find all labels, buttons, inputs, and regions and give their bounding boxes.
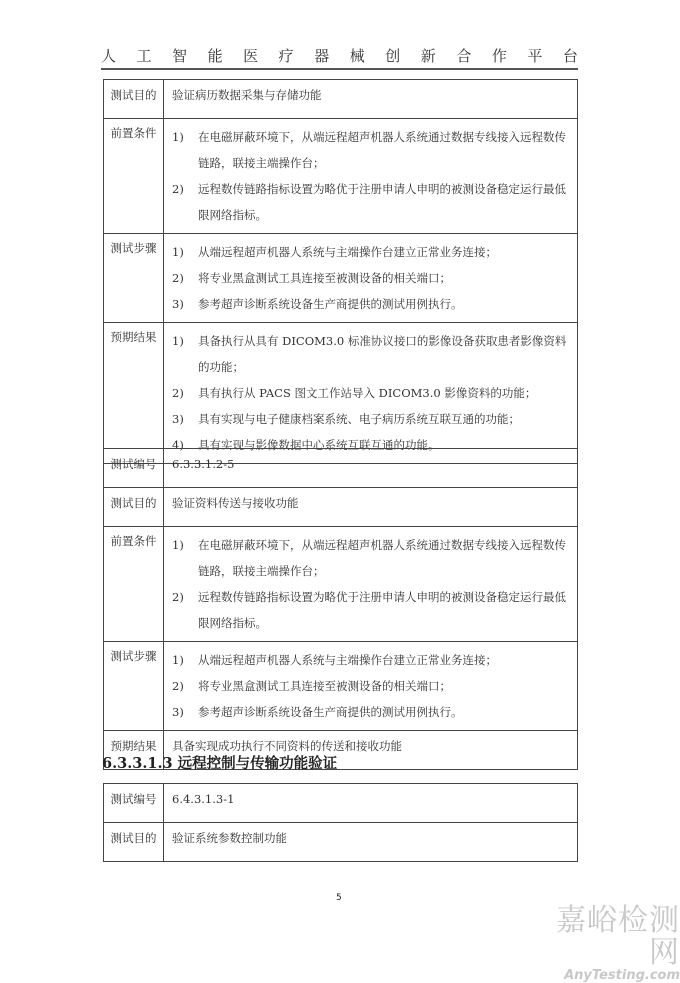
row-label: 前置条件 [104,527,164,642]
item-number: 4) [172,438,184,452]
watermark-en: AnyTesting.com [564,968,680,983]
header-char: 平 [527,47,543,65]
list-item [172,699,569,725]
row-value: 6.4.3.1.3-1 [164,784,578,823]
table-row-expected [104,323,578,464]
item-text: 从端远程超声机器人系统与主端操作台建立正常业务连接； [198,653,497,667]
item-text: 参考超声诊断系统设备生产商提供的测试用例执行。 [198,297,463,311]
item-text: 具有实现与影像数据中心系统互联互通的功能。 [198,438,440,452]
item-text: 在电磁屏蔽环境下，从端远程超声机器人系统通过数据专线接入远程数传链路，联接主端操作台； [198,130,566,170]
row-value: 6.3.3.1.2-5 [164,449,578,488]
header-char: 器 [314,47,330,65]
item-number: 2) [172,590,184,604]
table-row-id [104,449,578,488]
row-label: 测试步骤 [104,642,164,731]
table-row-purpose [104,823,578,862]
header-char: 械 [349,47,365,65]
header-char: 作 [491,47,507,65]
test-table-2 [103,448,578,770]
item-number: 1) [172,130,184,144]
item-text: 具有执行从 PACS 图文工作站导入 DICOM3.0 影像资料的功能； [198,386,537,400]
item-text: 将专业黑盒测试工具连接至被测设备的相关端口； [198,271,451,285]
item-number: 2) [172,679,184,693]
section-heading: 6.3.3.1.3 远程控制与传输功能验证 [102,755,338,772]
row-label: 测试步骤 [104,234,164,323]
list-item [172,647,569,673]
table-row-purpose [104,488,578,527]
item-text: 在电磁屏蔽环境下，从端远程超声机器人系统通过数据专线接入远程数传链路，联接主端操作台； [198,538,566,578]
list-item [172,532,569,584]
header-char: 能 [207,47,223,65]
list-item [172,239,569,265]
item-text: 从端远程超声机器人系统与主端操作台建立正常业务连接； [198,245,497,259]
item-number: 2) [172,386,184,400]
header-char: 医 [243,47,259,65]
table-row-steps [104,234,578,323]
header-char: 新 [420,47,436,65]
item-text: 将专业黑盒测试工具连接至被测设备的相关端口； [198,679,451,693]
header-char: 疗 [278,47,294,65]
table-row-preconditions [104,527,578,642]
row-label: 测试目的 [104,80,164,119]
row-value [164,642,578,731]
item-number: 3) [172,412,184,426]
table-row-preconditions [104,119,578,234]
list-item [172,406,569,432]
row-label: 预期结果 [104,731,164,770]
row-label: 前置条件 [104,119,164,234]
row-label: 测试目的 [104,488,164,527]
list-item [172,291,569,317]
header-char: 人 [101,47,117,65]
item-number: 1) [172,653,184,667]
list-item [172,584,569,636]
row-label: 测试目的 [104,823,164,862]
row-label: 预期结果 [104,323,164,464]
list-item [172,124,569,176]
header-char: 合 [456,47,472,65]
item-number: 2) [172,182,184,196]
header-char: 创 [385,47,401,65]
watermark-cn: 嘉峪检测网 [556,903,680,970]
header-char: 台 [562,47,578,65]
item-number: 3) [172,297,184,311]
row-value [164,119,578,234]
item-text: 具备执行从具有 DICOM3.0 标准协议接口的影像设备获取患者影像资料的功能； [198,334,567,374]
item-number: 2) [172,271,184,285]
row-label: 测试编号 [104,449,164,488]
item-text: 远程数传链路指标设置为略优于注册申请人申明的被测设备稳定运行最低限网络指标。 [198,182,566,222]
item-text: 远程数传链路指标设置为略优于注册申请人申明的被测设备稳定运行最低限网络指标。 [198,590,566,630]
table-row-id [104,784,578,823]
row-label: 测试编号 [104,784,164,823]
header-char: 智 [172,47,188,65]
item-number: 3) [172,705,184,719]
row-value: 验证资料传送与接收功能 [164,488,578,527]
watermark-logo [530,905,680,983]
item-text: 参考超声诊断系统设备生产商提供的测试用例执行。 [198,705,463,719]
list-item [172,176,569,228]
test-table-1 [103,79,578,464]
test-table-3 [103,783,578,862]
row-value: 验证病历数据采集与存储功能 [164,80,578,119]
row-value [164,323,578,464]
table-row-purpose [104,80,578,119]
item-number: 1) [172,538,184,552]
item-number: 1) [172,334,184,348]
page-header [101,44,578,70]
item-text: 具有实现与电子健康档案系统、电子病历系统互联互通的功能； [198,412,520,426]
list-item [172,265,569,291]
page-number: 5 [336,893,342,903]
header-char: 工 [136,47,152,65]
row-value: 验证系统参数控制功能 [164,823,578,862]
row-value: 具备实现成功执行不同资料的传送和接收功能 [164,731,578,770]
list-item [172,673,569,699]
list-item [172,328,569,380]
row-value [164,234,578,323]
list-item [172,380,569,406]
row-value [164,527,578,642]
table-row-steps [104,642,578,731]
item-number: 1) [172,245,184,259]
